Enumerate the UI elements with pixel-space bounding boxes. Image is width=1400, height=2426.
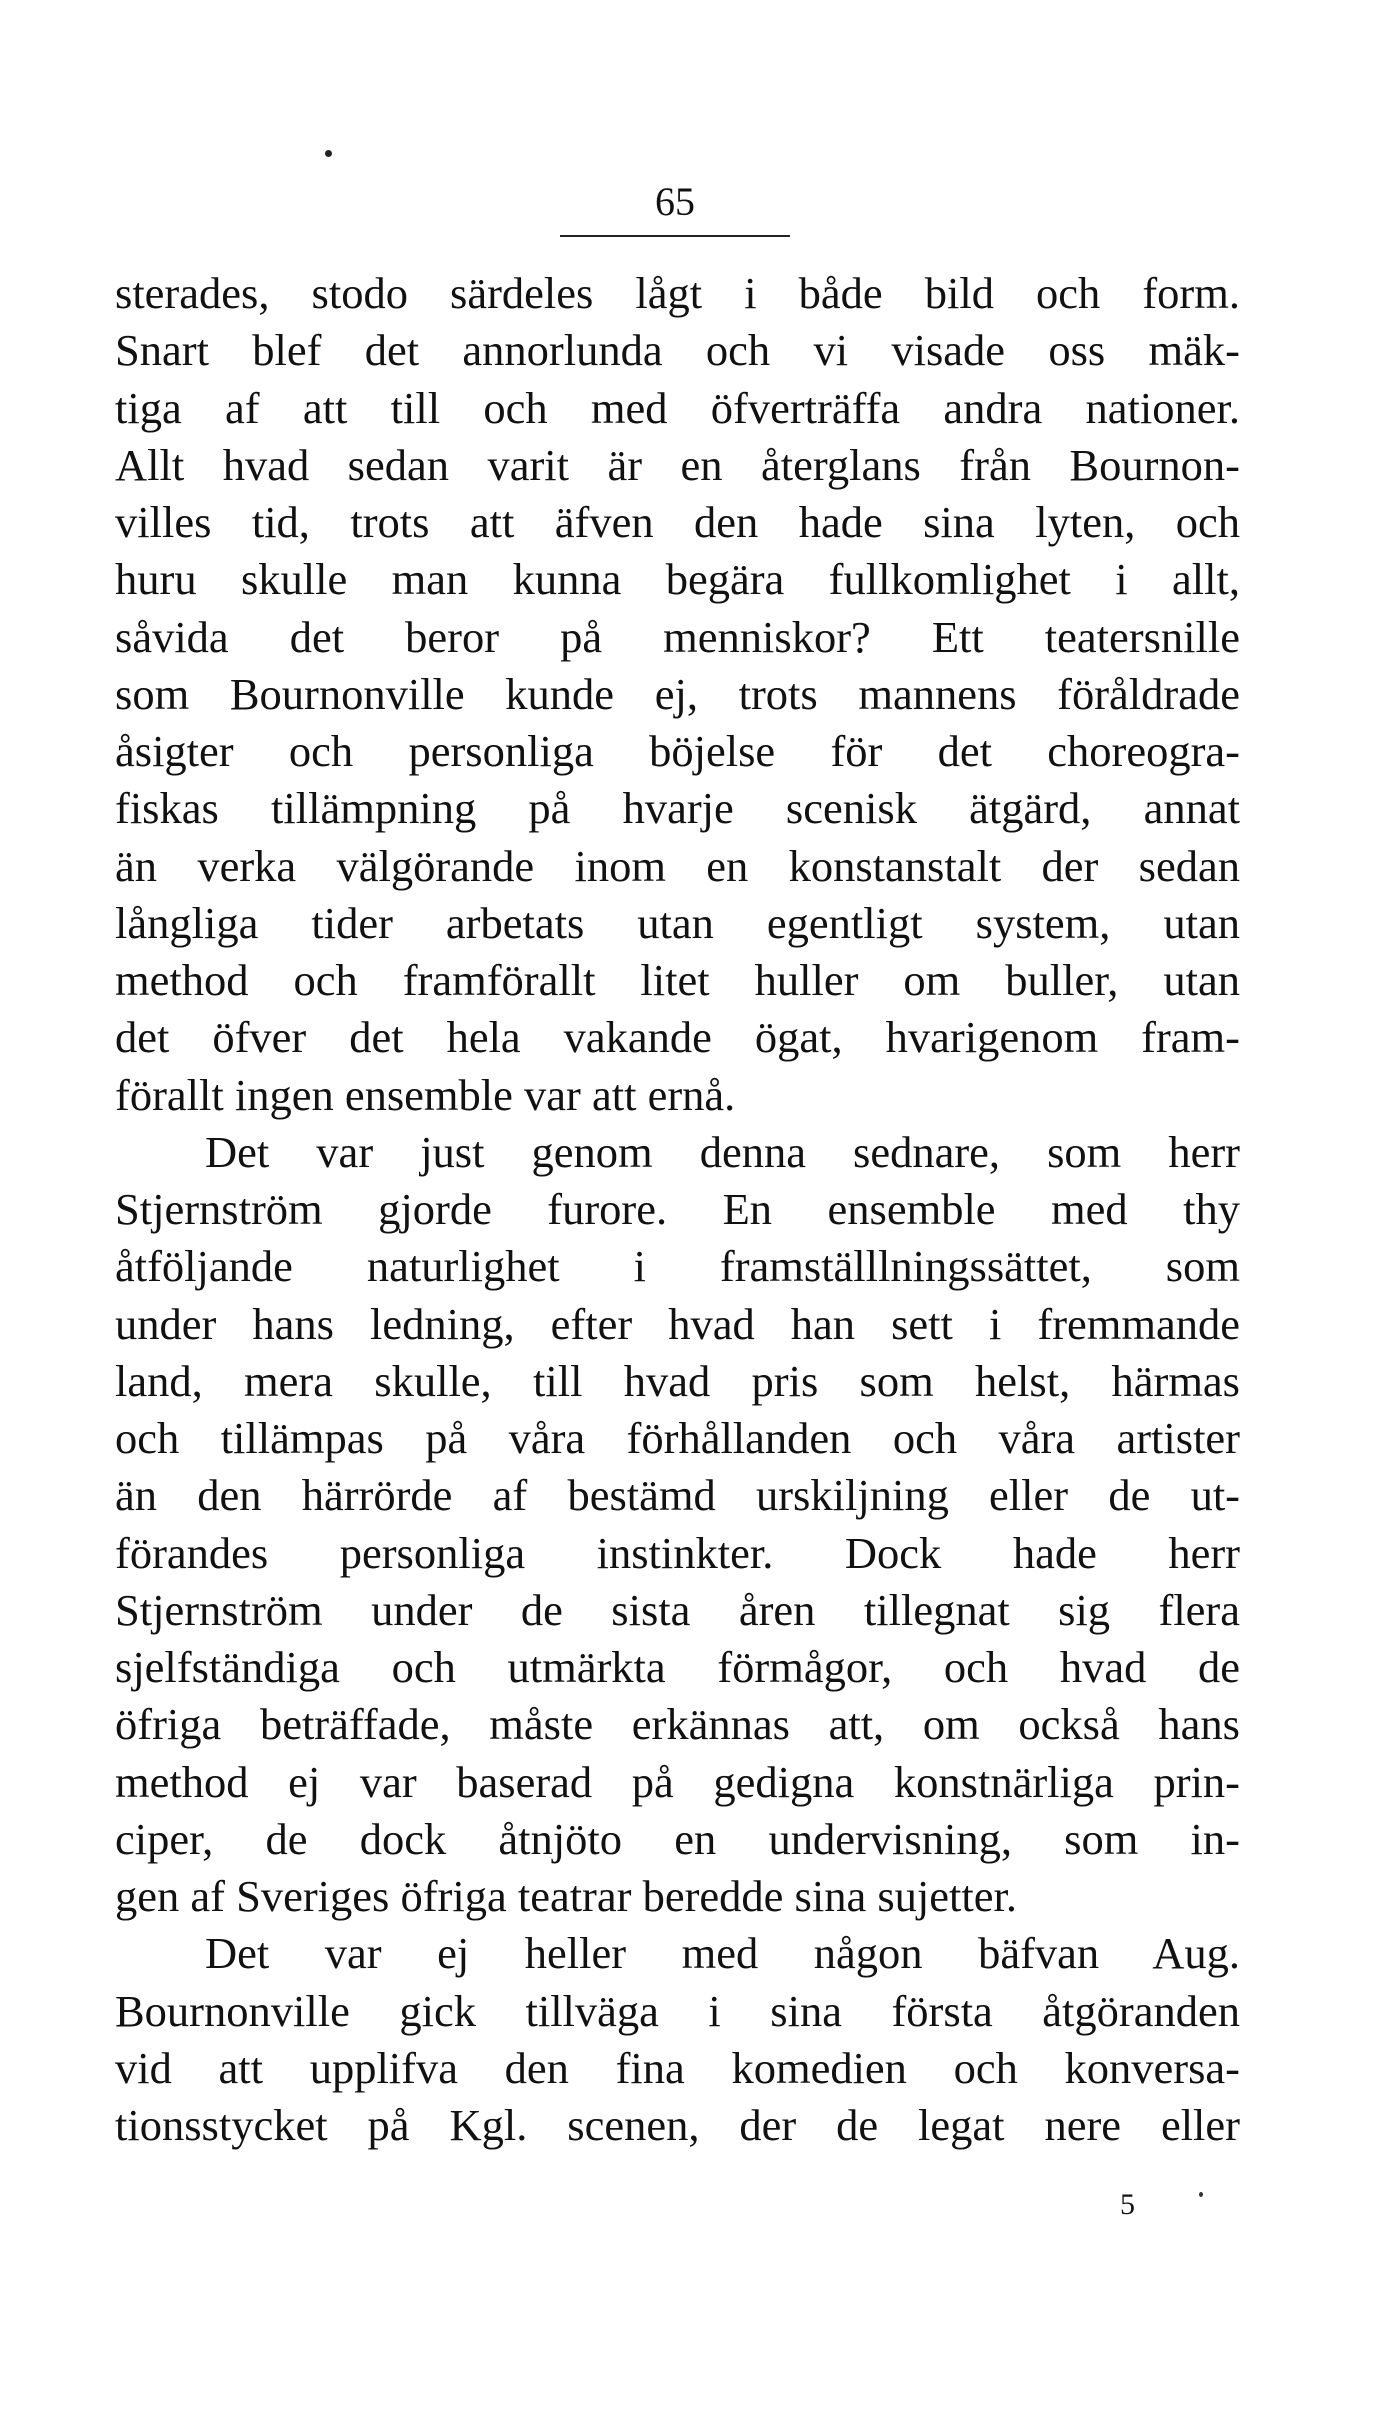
page-number: 65 (655, 179, 695, 224)
text-line: än den härrörde af bestämd urskiljning eller de ut- (115, 1470, 1240, 1521)
text-line: villes tid, trots att äfven den hade sina lyten, och (115, 497, 1240, 547)
signature-dot (1199, 2192, 1203, 2197)
paragraph-end-line: förallt ingen ensemble var att ernå. (115, 1069, 736, 1120)
text-line: långliga tider arbetats utan egentligt system, utan (115, 897, 1240, 948)
text-line: Bournonville gick tillväga i sina första åtgöranden (115, 1985, 1240, 2036)
signature-mark: 5 (1120, 2188, 1135, 2221)
text-line: huru skulle man kunna begära fullkomlighet i allt, (115, 554, 1240, 605)
text-line: fiskas tillämpning på hvarje scenisk ätgärd, annat (115, 783, 1240, 834)
text-line: ciper, de dock åtnjöto en undervisning, som in- (115, 1813, 1240, 1864)
text-line: och tillämpas på våra förhållanden och våra artister (115, 1413, 1240, 1463)
text-line: förandes personliga instinkter. Dock hade herr (115, 1527, 1240, 1578)
text-line: Stjernström under de sista åren tillegnat sig flera (115, 1584, 1240, 1635)
text-line: sterades, stodo särdeles lågt i både bild och form. (115, 268, 1240, 318)
header-rule (560, 235, 790, 237)
text-line: tiga af att till och med öfverträffa andra nationer. (115, 382, 1240, 433)
text-line: åsigter och personliga böjelse för det choreogra- (115, 726, 1240, 776)
text-line: vid att upplifva den fina komedien och konversa- (115, 2042, 1240, 2093)
text-line: åtföljande naturlighet i framställlningssättet, som (115, 1241, 1240, 1292)
text-line: method och framförallt litet huller om buller, utan (115, 955, 1240, 1005)
text-line: Snart blef det annorlunda och vi visade oss mäk- (115, 325, 1240, 376)
text-line: det öfver det hela vakande ögat, hvarigenom fram- (115, 1012, 1240, 1063)
text-line: som Bournonville kunde ej, trots mannens föråldrade (115, 668, 1240, 719)
text-line: Stjernström gjorde furore. En ensemble med thy (115, 1184, 1240, 1234)
text-line: än verka välgörande inom en konstanstalt der sedan (115, 840, 1240, 891)
paragraph-start-line: Det var ej heller med någon bäfvan Aug. (205, 1928, 1240, 1979)
text-line: öfriga beträffade, måste erkännas att, om också hans (115, 1699, 1240, 1750)
text-line: method ej var baserad på gedigna konstnärliga prin- (115, 1756, 1240, 1807)
text-line: land, mera skulle, till hvad pris som helst, härmas (115, 1355, 1240, 1406)
paragraph-start-line: Det var just genom denna sednare, som herr (205, 1126, 1240, 1177)
text-line: under hans ledning, efter hvad han sett i fremmande (115, 1298, 1240, 1349)
body-text (115, 265, 1240, 2154)
paragraph-end-line: gen af Sveriges öfriga teatrar beredde sina sujetter. (115, 1871, 1017, 1921)
text-line: såvida det beror på menniskor? Ett teatersnille (115, 611, 1240, 662)
printer-mark (325, 150, 332, 157)
text-line: sjelfständiga och utmärkta förmågor, och hvad de (115, 1642, 1240, 1692)
text-line: Allt hvad sedan varit är en återglans från Bournon- (115, 439, 1240, 490)
text-line: tionsstycket på Kgl. scenen, der de legat nere eller (115, 2100, 1240, 2150)
